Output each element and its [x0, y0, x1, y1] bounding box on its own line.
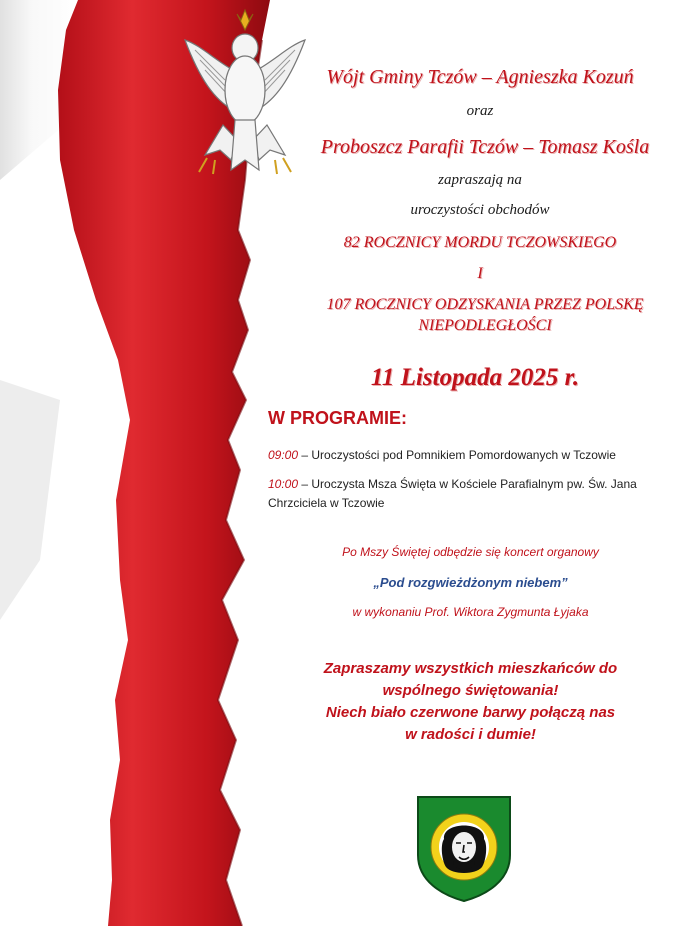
invite-text: zapraszają na — [438, 172, 522, 188]
program-time-2: 10:00 — [268, 477, 299, 491]
anniversary-connector: I — [477, 265, 483, 282]
program-text-2: – Uroczysta Msza Święta w Kościele Parafialnym pw. Św. Jana — [298, 477, 637, 491]
closing-line-3: Niech biało czerwone barwy połączą nas — [325, 704, 616, 721]
host-line-wojt: Wójt Gminy Tczów – Agnieszka Kozuń — [326, 66, 634, 88]
concert-intro: Po Mszy Świętej odbędzie się koncert organowy — [342, 545, 599, 559]
program-text-1: – Uroczystości pod Pomnikiem Pomordowanych w Tczowie — [298, 448, 616, 462]
closing-line-2: wspólnego świętowania! — [382, 682, 559, 699]
municipality-coat-of-arms-icon — [416, 795, 512, 903]
closing-line-1: Zapraszamy wszystkich mieszkańców do — [323, 660, 618, 677]
program-text-2b: Chrzciciela w Tczowie — [268, 496, 385, 510]
occasion-text: uroczystości obchodów — [410, 202, 550, 218]
flag-white-shade-lower — [0, 380, 60, 620]
concert-performer: w wykonaniu Prof. Wiktora Zygmunta Łyjaka — [352, 605, 589, 619]
program-time-1: 09:00 — [268, 448, 299, 462]
anniversary-2a: 107 ROCZNICY ODZYSKANIA PRZEZ POLSKĘ — [326, 296, 644, 313]
anniversary-2b: NIEPODLEGŁOŚCI — [418, 317, 552, 334]
concert-title: „Pod rozgwieżdżonym niebem” — [373, 575, 568, 590]
anniversary-1: 82 ROCZNICY MORDU TCZOWSKIEGO — [343, 234, 617, 251]
program-heading: W PROGRAMIE: — [268, 408, 407, 428]
program-item-1 — [268, 446, 663, 465]
program-item-2 — [268, 475, 663, 513]
closing-line-4: w radości i dumie! — [405, 726, 536, 743]
conjunction-oraz: oraz — [466, 103, 494, 119]
event-date: 11 Listopada 2025 r. — [370, 364, 580, 391]
host-line-proboszcz: Proboszcz Parafii Tczów – Tomasz Kośla — [320, 136, 650, 158]
closing-invite — [268, 658, 673, 746]
